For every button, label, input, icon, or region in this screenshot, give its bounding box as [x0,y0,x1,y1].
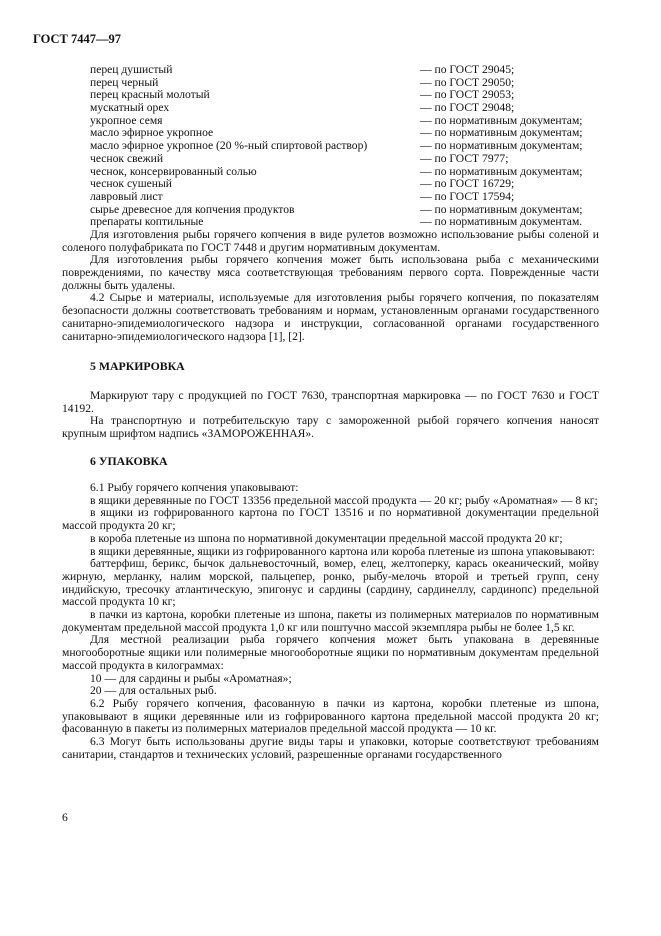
paragraph: Маркируют тару с продукцией по ГОСТ 7630, транспортная маркировка — по ГОСТ 7630 и ГОСТ 14192. [62,389,599,415]
paragraph: Для изготовления рыбы горячего копчения может быть использована рыба с механическими повреждениями, по качеству мяса соответствующая требованиям первого сорта. Поврежденные части должны быть удалены. [62,253,599,292]
paragraph: 10 — для сардины и рыбы «Ароматная»; [90,671,292,685]
paragraph: в короба плетеные из шпона по нормативной документации предельной массой продукта 20 кг; [90,531,563,545]
ingredient-standard: — по нормативным документам; [420,202,583,216]
paragraph: в ящики деревянные по ГОСТ 13356 предельной массой продукта — 20 кг; рыбу «Ароматная» — 8 кг; [90,493,598,507]
paragraph: Для изготовления рыбы горячего копчения в виде рулетов возможно использование рыбы соленой и соленого полуфабриката по ГОСТ 7448 и другим нормативным документам. [62,227,599,254]
ingredient-standard: — по ГОСТ 29048; [420,101,515,115]
section-4-paragraphs [62,229,599,343]
paragraph: в ящики из гофрированного картона по ГОСТ 13516 и по нормативной документации предельной массой продукта 20 кг; [62,506,599,533]
paragraph: баттерфиш, берикс, бычок дальневосточный, вомер, елец, желтоперку, карась океанический, мойву жирную, мерланку, налим морской, пальцепер, ронко, рыбу-мелочь второй и третьей групп, сену индийскую, тресочку атлантическую, эпигонус и сардины (сардину, сардинеллу, сардинопс) предельной массой продукта 10 кг; [62,557,599,609]
ingredient-standard: — по ГОСТ 17594; [420,189,515,203]
section-5-heading: 5 МАРКИРОВКА [90,359,185,373]
ingredient-name: мускатный орех [90,101,170,115]
ingredient-name: укропное семя [90,113,163,127]
ingredient-row [62,191,599,204]
ingredient-name: препараты коптильные [90,215,204,229]
ingredient-standard: — по ГОСТ 29050; [420,75,515,89]
ingredient-name: чеснок свежий [90,151,164,165]
ingredient-name: масло эфирное укропное (20 %-ный спиртовой раствор) [90,139,368,153]
ingredient-name: чеснок, консервированный солью [90,164,257,178]
ingredient-name: чеснок сушеный [90,177,173,191]
ingredient-name: масло эфирное укропное [90,126,214,140]
section-6-body [62,482,599,761]
paragraph: 4.2 Сырье и материалы, используемые для изготовления рыбы горячего копчения, по показателям безопасности должны соответствовать требованиям и нормам, установленным органами государственного санитарно-эпидемиологического надзора и инструкции, согласованной органами государственного санитарно-эпидемиологического надзора [1], [2]. [62,291,599,343]
ingredient-standard: — по нормативным документам; [420,126,583,140]
ingredient-name: перец красный молотый [90,88,210,102]
ingredient-name: перец душистый [90,63,173,76]
section-4-continued [62,64,599,343]
ingredient-standard: — по ГОСТ 7977; [420,151,509,165]
ingredient-row [62,153,599,166]
paragraph: Для местной реализации рыба горячего копчения может быть упакована в деревянные многооборотные ящики или полимерные многооборотные ящики по нормативным документам предельной массой продукта в килограммах: [62,633,599,672]
ingredient-standard: — по нормативным документам; [420,164,583,178]
section-5-body [62,390,599,441]
paragraph: На транспортную и потребительскую тару с замороженной рыбой горячего копчения наносят крупным шрифтом надпись «ЗАМОРОЖЕННАЯ». [62,414,599,441]
ingredient-row [62,102,599,115]
ingredient-row [62,216,599,229]
ingredient-name: перец черный [90,75,159,89]
ingredient-standard: — по ГОСТ 29053; [420,88,515,102]
ingredient-row [62,178,599,191]
ingredient-standard: — по нормативным документам. [420,215,583,229]
ingredient-list [62,64,599,229]
ingredient-row [62,64,599,77]
ingredient-standard: — по ГОСТ 29045; [420,63,515,76]
ingredient-row [62,140,599,153]
ingredient-name: сырье древесное для копчения продуктов [90,202,295,216]
paragraph: 6.3 Могут быть использованы другие виды тары и упаковки, которые соответствуют требованиям санитарии, стандартов и технических условий, разрешенные органами государственного [62,735,599,761]
paragraph: 6.1 Рыбу горячего копчения упаковывают: [90,481,299,494]
document-header: ГОСТ 7447—97 [33,32,122,46]
paragraph: в пачки из картона, коробки плетеные из шпона, пакеты из полимерных материалов по нормативным документам предельной массой продукта 1,0 кг или поштучно массой экземпляра рыбы не более 1,5 кг. [62,608,599,634]
paragraph: в ящики деревянные, ящики из гофрированного картона или короба плетеные из шпона упаковывают: [90,544,595,558]
paragraph: 6.2 Рыбу горячего копчения, фасованную в пачки из картона, коробки плетеные из шпона, упаковывают в ящики деревянные или из гофрированного картона предельной массой продукта 20 кг; фасованную в пакеты из полимерных материалов предельной массой продукта — 10 кг. [62,696,599,736]
ingredient-name: лавровый лист [90,189,163,203]
ingredient-standard: — по ГОСТ 16729; [420,177,515,191]
section-6-heading: 6 УПАКОВКА [90,454,168,468]
paragraph: 20 — для остальных рыб. [90,684,217,698]
ingredient-standard: — по нормативным документам; [420,113,583,127]
page-number: 6 [62,811,68,824]
ingredient-standard: — по нормативным документам; [420,139,583,153]
